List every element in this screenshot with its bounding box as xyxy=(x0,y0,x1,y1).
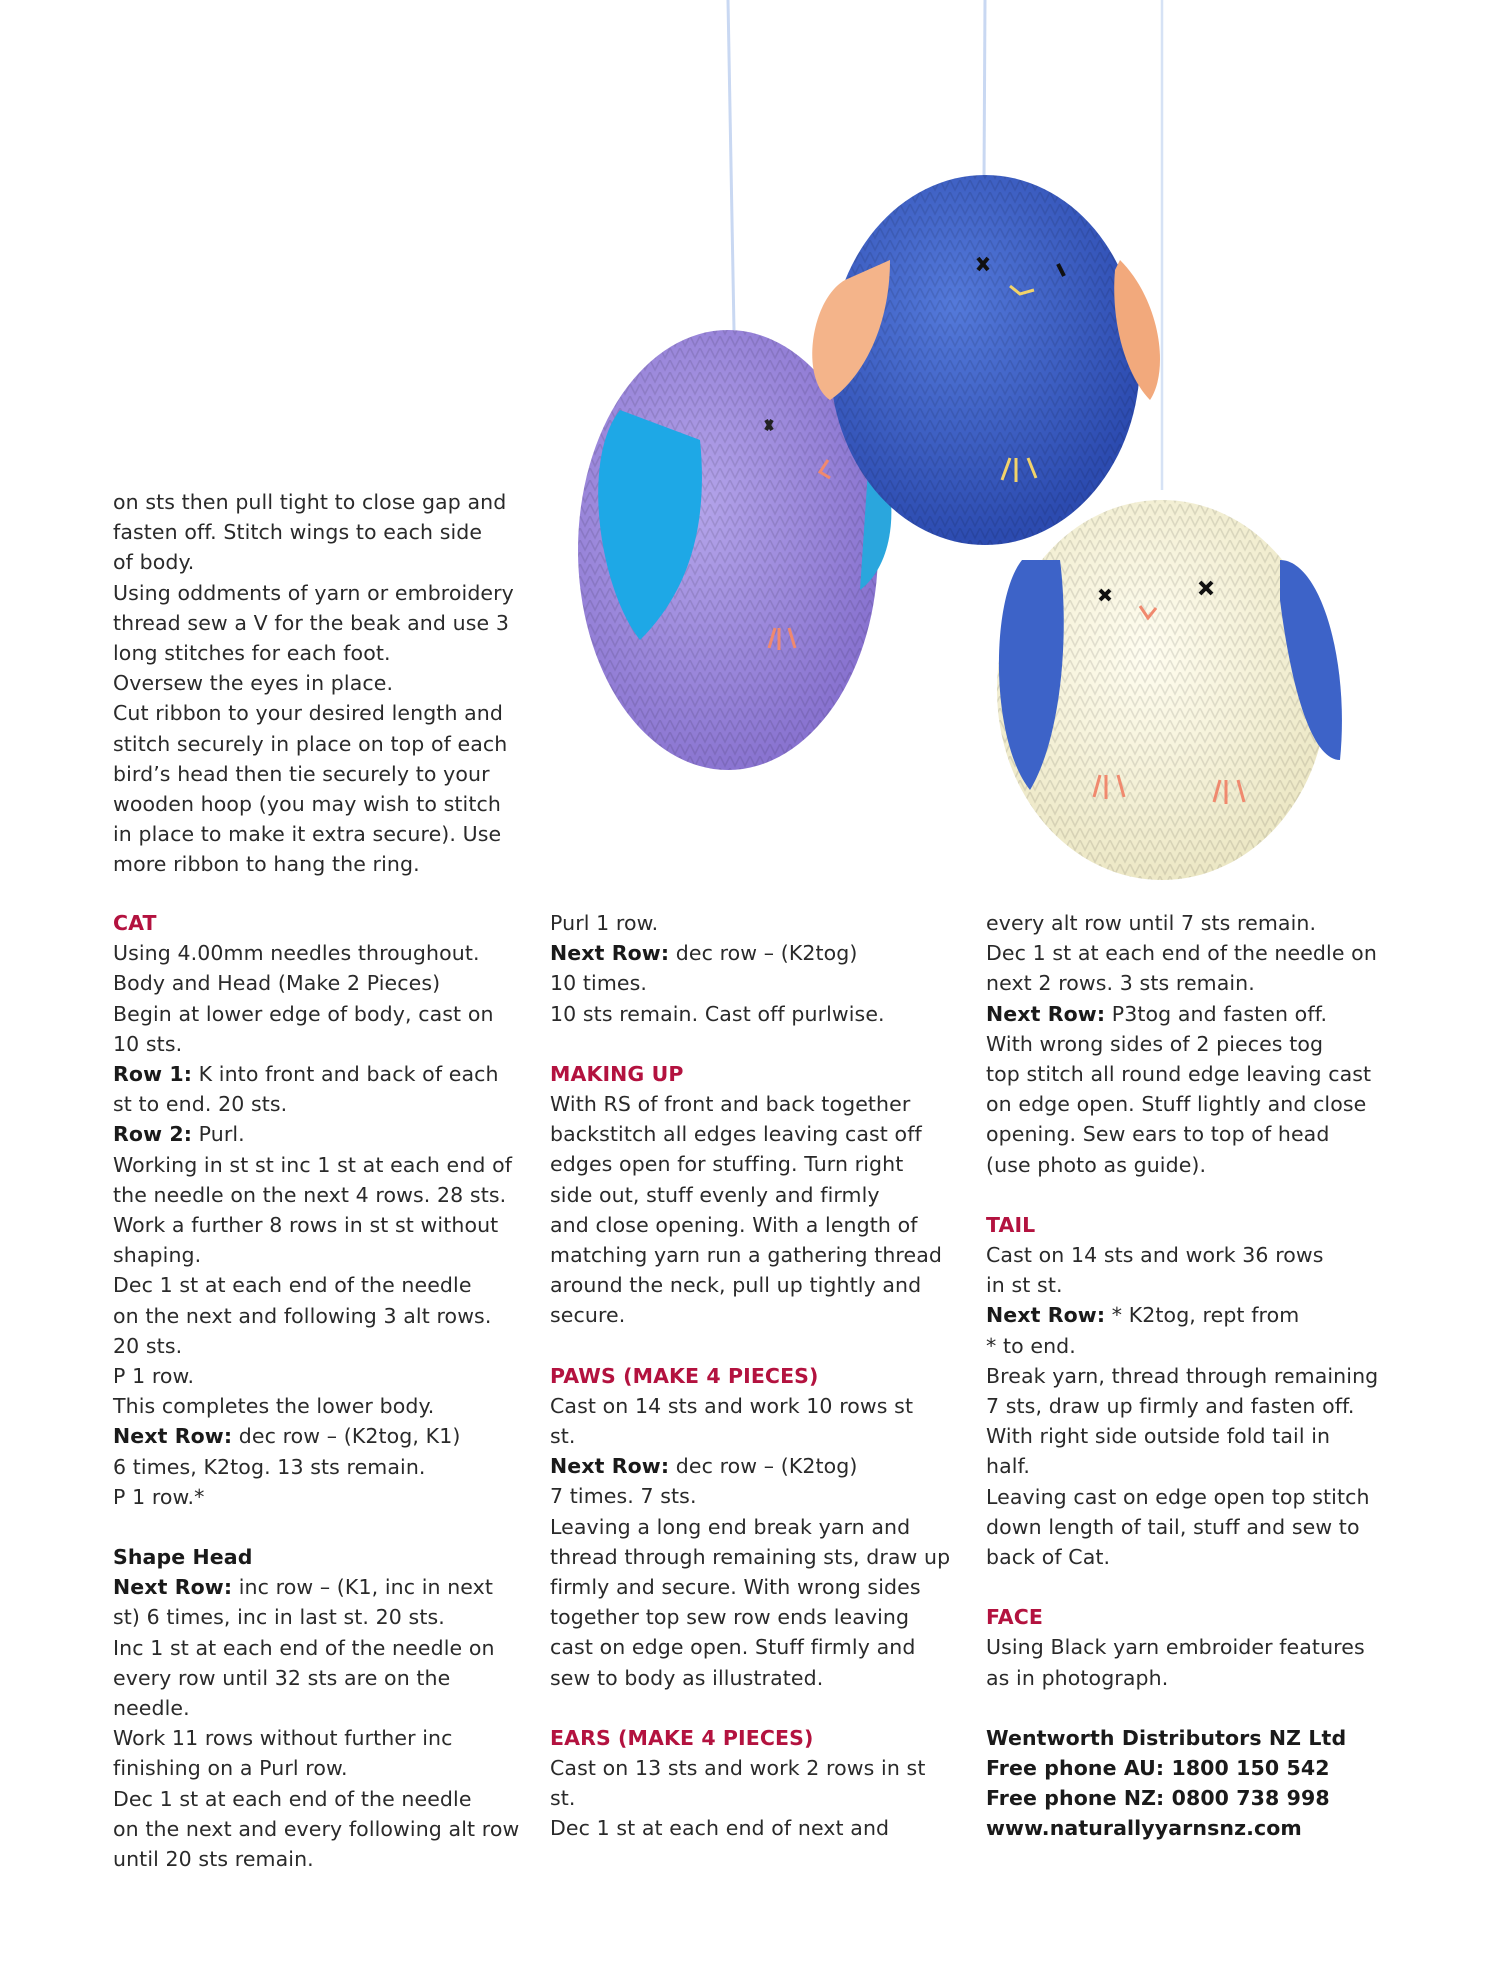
text-line: Using Black yarn embroider features xyxy=(986,1635,1365,1660)
next-row-instruction xyxy=(550,1451,970,1481)
text-line: and close opening. With a length of xyxy=(550,1212,918,1237)
row-label: Next Row: xyxy=(986,1001,1106,1026)
tail-heading: TAIL xyxy=(986,1212,1036,1237)
text-line: top stitch all round edge leaving cast xyxy=(986,1062,1372,1087)
text-line: Using 4.00mm needles throughout. xyxy=(113,941,480,966)
row-text: inc row – (K1, inc in next xyxy=(232,1575,494,1600)
text-line: st. xyxy=(550,1424,576,1449)
text-line: Leaving a long end break yarn and xyxy=(550,1514,911,1539)
text-line: This completes the lower body. xyxy=(113,1394,435,1419)
text-line: the needle on the next 4 rows. 28 sts. xyxy=(113,1182,507,1207)
cat-heading: CAT xyxy=(113,911,157,935)
row-label: Row 2: xyxy=(113,1122,193,1147)
text-line: Dec 1 st at each end of the needle on xyxy=(986,941,1377,966)
text-line: Work a further 8 rows in st st without xyxy=(113,1213,499,1238)
intro-line: of body. xyxy=(113,550,195,575)
ears-heading: EARS (MAKE 4 PIECES) xyxy=(550,1725,814,1750)
text-line: With RS of front and back together xyxy=(550,1092,911,1117)
row-label: Next Row: xyxy=(550,1454,670,1479)
intro-line: wooden hoop (you may wish to stitch xyxy=(113,792,501,817)
intro-line: on sts then pull tight to close gap and xyxy=(113,490,507,514)
column-1 xyxy=(113,908,533,1874)
row-2-instruction xyxy=(113,1119,533,1149)
text-line: on edge open. Stuff lightly and close xyxy=(986,1092,1367,1117)
making-up-heading: MAKING UP xyxy=(550,1061,684,1086)
row-label: Next Row: xyxy=(113,1575,233,1600)
company-name: Wentworth Distributors NZ Ltd xyxy=(986,1725,1347,1750)
intro-line: Cut ribbon to your desired length and xyxy=(113,701,504,726)
text-line: shaping. xyxy=(113,1243,202,1268)
text-line: Dec 1 st at each end of the needle xyxy=(113,1273,472,1298)
text-line: sew to body as illustrated. xyxy=(550,1665,824,1690)
text-line: st. xyxy=(550,1786,576,1811)
text-line: 6 times, K2tog. 13 sts remain. xyxy=(113,1454,426,1479)
text-line: backstitch all edges leaving cast off xyxy=(550,1122,922,1147)
row-label: Row 1: xyxy=(113,1062,193,1087)
knitted-birds-photo xyxy=(560,0,1420,880)
text-line: Leaving cast on edge open top stitch xyxy=(986,1484,1370,1509)
text-line: finishing on a Purl row. xyxy=(113,1756,348,1781)
text-line: as in photograph. xyxy=(986,1665,1169,1690)
text-line: Inc 1 st at each end of the needle on xyxy=(113,1635,495,1660)
text-line: Dec 1 st at each end of next and xyxy=(550,1816,890,1841)
text-line: 10 sts. xyxy=(113,1031,183,1056)
text-line: Cast on 13 sts and work 2 rows in st xyxy=(550,1756,926,1781)
paws-heading: PAWS (MAKE 4 PIECES) xyxy=(550,1363,819,1388)
text-line: (use photo as guide). xyxy=(986,1152,1207,1177)
intro-line: long stitches for each foot. xyxy=(113,641,391,666)
row-text: dec row – (K2tog, K1) xyxy=(232,1424,461,1449)
row-label: Next Row: xyxy=(550,941,670,966)
text-line: Body and Head (Make 2 Pieces) xyxy=(113,971,441,996)
next-row-instruction xyxy=(113,1421,533,1451)
intro-line: Using oddments of yarn or embroidery xyxy=(113,580,514,605)
text-line: st) 6 times, inc in last st. 20 sts. xyxy=(113,1605,445,1630)
text-line: next 2 rows. 3 sts remain. xyxy=(986,971,1255,996)
text-line: on the next and following 3 alt rows. xyxy=(113,1303,492,1328)
cream-bird-icon xyxy=(997,500,1342,880)
text-line: together top sew row ends leaving xyxy=(550,1605,910,1630)
text-line: down length of tail, stuff and sew to xyxy=(986,1514,1360,1539)
text-line: matching yarn run a gathering thread xyxy=(550,1243,942,1268)
row-text: K into front and back of each xyxy=(192,1062,499,1087)
row-text: * K2tog, rept from xyxy=(1105,1303,1300,1328)
text-line: Purl 1 row. xyxy=(550,911,659,935)
text-line: Cast on 14 sts and work 10 rows st xyxy=(550,1393,914,1418)
intro-line: thread sew a V for the beak and use 3 xyxy=(113,610,509,635)
text-line: With wrong sides of 2 pieces tog xyxy=(986,1031,1324,1056)
text-line: opening. Sew ears to top of head xyxy=(986,1122,1330,1147)
phone-au: Free phone AU: 1800 150 542 xyxy=(986,1756,1330,1781)
column-3 xyxy=(986,908,1406,1844)
text-line: 7 sts, draw up firmly and fasten off. xyxy=(986,1394,1355,1419)
text-line: cast on edge open. Stuff firmly and xyxy=(550,1635,916,1660)
text-line: P 1 row.* xyxy=(113,1484,205,1509)
intro-line: in place to make it extra secure). Use xyxy=(113,822,502,847)
text-line: side out, stuff evenly and firmly xyxy=(550,1182,880,1207)
text-line: Dec 1 st at each end of the needle xyxy=(113,1786,472,1811)
intro-line: bird’s head then tie securely to your xyxy=(113,761,490,786)
text-line: * to end. xyxy=(986,1333,1076,1358)
row-text: dec row – (K2tog) xyxy=(669,1454,858,1479)
text-line: Working in st st inc 1 st at each end of xyxy=(113,1152,513,1177)
text-line: Work 11 rows without further inc xyxy=(113,1726,453,1751)
intro-line: stitch securely in place on top of each xyxy=(113,731,508,756)
text-line: secure. xyxy=(550,1303,626,1328)
text-line: firmly and secure. With wrong sides xyxy=(550,1575,921,1600)
text-line: thread through remaining sts, draw up xyxy=(550,1544,951,1569)
text-line: every row until 32 sts are on the needle. xyxy=(113,1665,451,1721)
intro-line: Oversew the eyes in place. xyxy=(113,671,394,696)
row-text: dec row – (K2tog) xyxy=(669,941,858,966)
text-line: half. xyxy=(986,1454,1030,1479)
intro-line: more ribbon to hang the ring. xyxy=(113,852,420,877)
row-1-instruction xyxy=(113,1059,533,1089)
shape-head-heading: Shape Head xyxy=(113,1545,253,1570)
text-line: in st st. xyxy=(986,1273,1063,1298)
text-line: With right side outside fold tail in xyxy=(986,1424,1331,1449)
row-text: Purl. xyxy=(192,1122,245,1147)
website-link[interactable]: www.naturallyyarnsnz.com xyxy=(986,1816,1302,1841)
text-line: Cast on 14 sts and work 36 rows xyxy=(986,1243,1324,1268)
row-label: Next Row: xyxy=(113,1424,233,1449)
row-text: P3tog and fasten off. xyxy=(1105,1001,1328,1026)
text-line: 20 sts. xyxy=(113,1333,183,1358)
text-line: 7 times. 7 sts. xyxy=(550,1484,697,1509)
row-label: Next Row: xyxy=(986,1303,1106,1328)
text-line: back of Cat. xyxy=(986,1545,1111,1570)
phone-nz: Free phone NZ: 0800 738 998 xyxy=(986,1786,1330,1811)
intro-text xyxy=(113,487,553,880)
text-line: st to end. 20 sts. xyxy=(113,1092,288,1117)
text-line: Break yarn, thread through remaining xyxy=(986,1363,1379,1388)
next-row-instruction xyxy=(986,1300,1406,1330)
text-line: Begin at lower edge of body, cast on xyxy=(113,1001,494,1026)
next-row-instruction xyxy=(550,938,970,968)
text-line: around the neck, pull up tightly and xyxy=(550,1273,922,1298)
text-line: until 20 sts remain. xyxy=(113,1847,314,1872)
column-2 xyxy=(550,908,970,1844)
text-line: P 1 row. xyxy=(113,1364,195,1389)
text-line: 10 times. xyxy=(550,971,648,996)
next-row-instruction xyxy=(986,999,1406,1029)
intro-line: fasten off. Stitch wings to each side xyxy=(113,520,483,545)
text-line: edges open for stuffing. Turn right xyxy=(550,1152,904,1177)
text-line: on the next and every following alt row xyxy=(113,1816,520,1841)
next-row-instruction xyxy=(113,1572,533,1602)
text-line: 10 sts remain. Cast off purlwise. xyxy=(550,1001,885,1026)
face-heading: FACE xyxy=(986,1605,1043,1630)
text-line: every alt row until 7 sts remain. xyxy=(986,911,1317,935)
